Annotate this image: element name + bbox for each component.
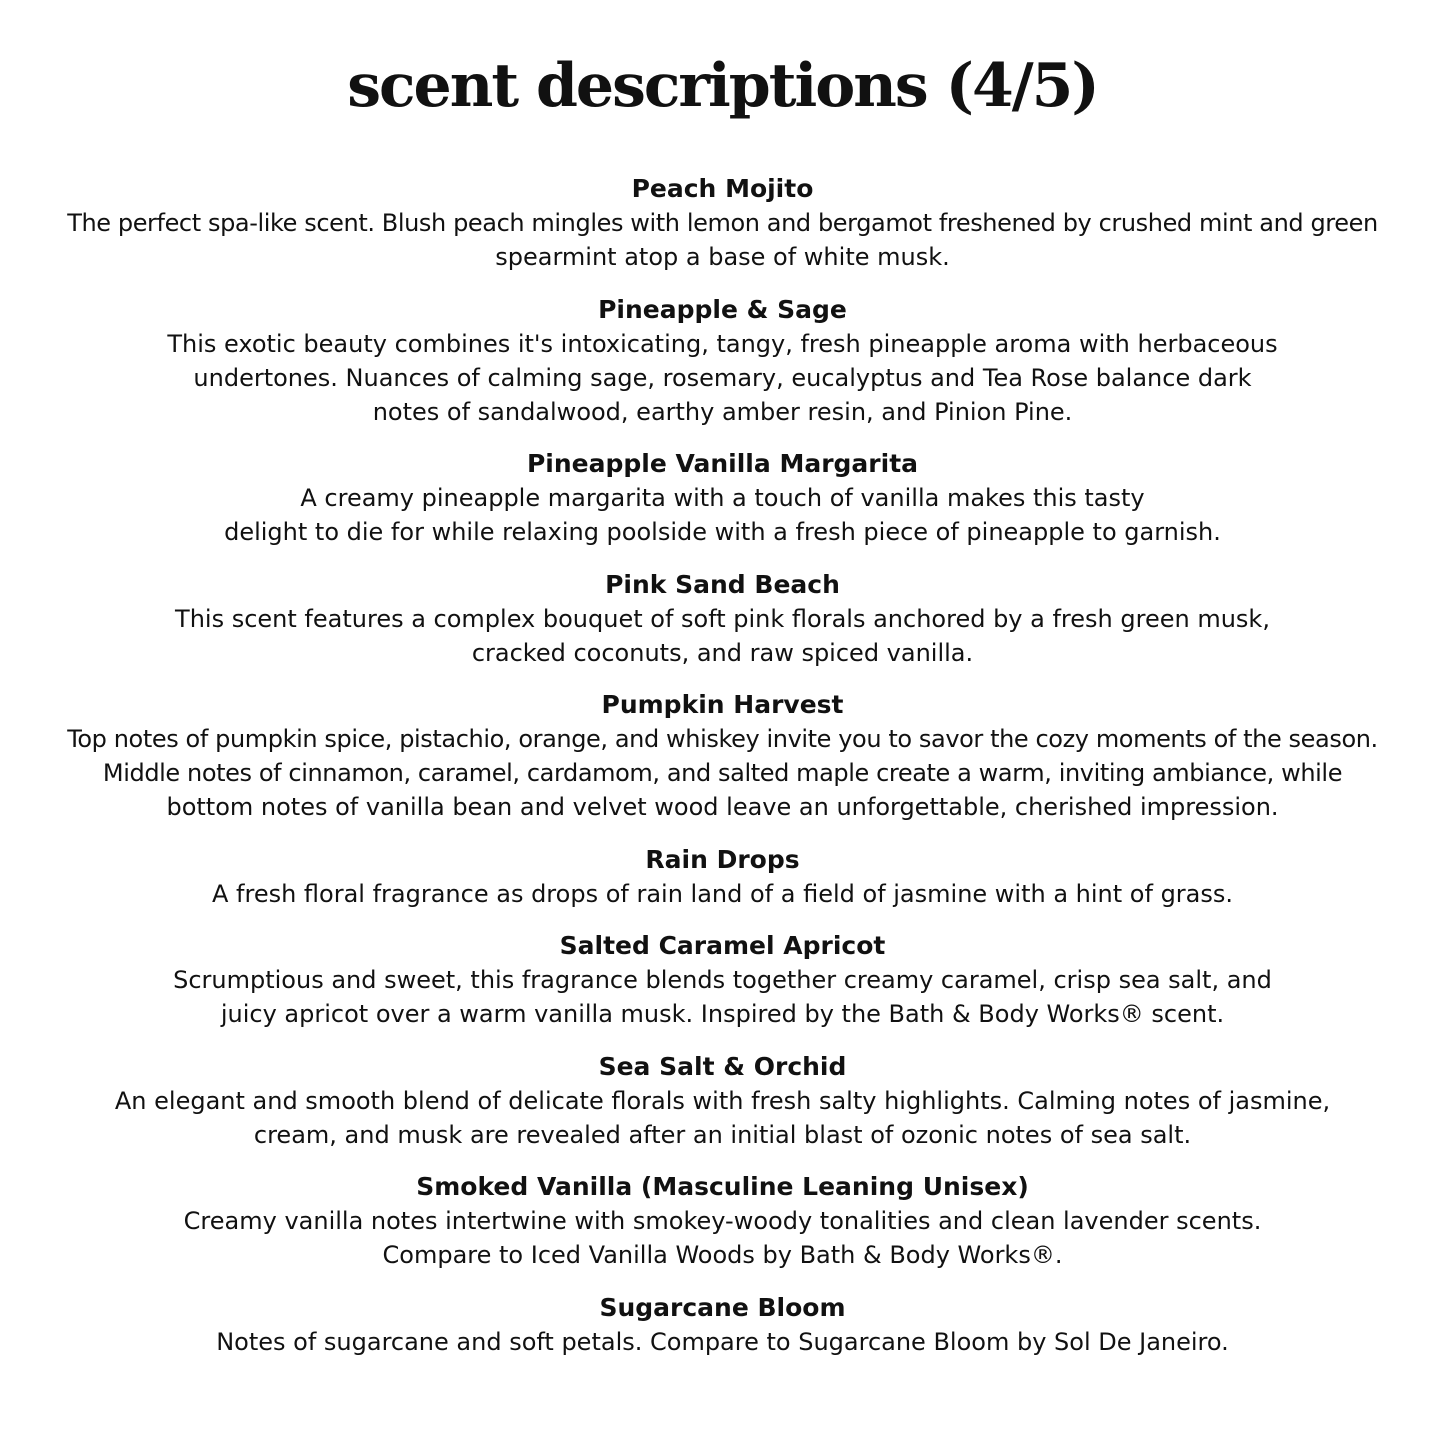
scent-entry-pumpkin-harvest [0, 688, 1445, 824]
scent-description-line: cream, and musk are revealed after an initial blast of ozonic notes of sea salt. [253, 1120, 1192, 1149]
scent-description-line: A fresh floral fragrance as drops of rain land of a field of jasmine with a hint of grass. [211, 879, 1234, 908]
scent-name: Pumpkin Harvest [601, 690, 844, 719]
scent-description-line: Compare to Iced Vanilla Woods by Bath & Body Works®. [382, 1241, 1063, 1269]
scent-description-line: An elegant and smooth blend of delicate florals with fresh salty highlights. Calming notes of jasmine, [114, 1086, 1331, 1115]
scent-name: Pineapple & Sage [598, 294, 847, 324]
scent-description-line: spearmint atop a base of white musk. [495, 243, 950, 271]
scent-description-line: Creamy vanilla notes intertwine with smokey-woody tonalities and clean lavender scents. [183, 1207, 1262, 1235]
scent-name: Pineapple Vanilla Margarita [526, 449, 919, 478]
scent-description-line: This exotic beauty combines it's intoxicating, tangy, fresh pineapple aroma with herbaceous [167, 329, 1278, 358]
scent-name: Sea Salt & Orchid [598, 1051, 847, 1081]
scent-name: Sugarcane Bloom [599, 1292, 846, 1322]
scent-entry-sea-salt-orchid [0, 1050, 1445, 1152]
scent-description-line: cracked coconuts, and raw spiced vanilla. [471, 638, 974, 667]
scent-name: Peach Mojito [631, 174, 814, 203]
scent-entry-rain-drops [0, 843, 1445, 911]
scent-name: Salted Caramel Apricot [559, 931, 886, 960]
scent-entry-sugarcane-bloom [0, 1291, 1445, 1359]
page-title: scent descriptions (4/5) [347, 51, 1098, 121]
scent-entry-smoked-vanilla [0, 1170, 1445, 1272]
scent-entry-salted-caramel-apricot [0, 929, 1445, 1031]
scent-entry-pineapple-sage [0, 293, 1445, 429]
scent-description-line: juicy apricot over a warm vanilla musk. Inspired by the Bath & Body Works® scent. [220, 1000, 1225, 1028]
scent-entry-peach-mojito [0, 172, 1445, 274]
scent-name: Pink Sand Beach [605, 569, 840, 599]
scent-description-line: Scrumptious and sweet, this fragrance blends together creamy caramel, crisp sea salt, and [173, 966, 1272, 994]
scent-description-line: delight to die for while relaxing poolside with a fresh piece of pineapple to garnish. [224, 518, 1221, 546]
scent-entry-pink-sand-beach [0, 568, 1445, 670]
scent-description-line: A creamy pineapple margarita with a touch of vanilla makes this tasty [300, 484, 1145, 512]
scent-description-line: Top notes of pumpkin spice, pistachio, orange, and whiskey invite you to savor the cozy moments of the season. [67, 725, 1378, 753]
scent-list [0, 172, 1445, 1377]
scent-description-line: Notes of sugarcane and soft petals. Compare to Sugarcane Bloom by Sol De Janeiro. [216, 1327, 1229, 1356]
scent-entry-pineapple-vanilla-margarita [0, 447, 1445, 549]
scent-description-line: notes of sandalwood, earthy amber resin, and Pinion Pine. [372, 397, 1073, 426]
scent-description-line: bottom notes of vanilla bean and velvet wood leave an unforgettable, cherished impression. [166, 793, 1279, 821]
scent-name: Rain Drops [645, 844, 800, 874]
scent-description-line: The perfect spa-like scent. Blush peach mingles with lemon and bergamot freshened by crushed mint and green [67, 209, 1378, 237]
scent-description-line: Middle notes of cinnamon, caramel, cardamom, and salted maple create a warm, inviting ambiance, while [102, 759, 1343, 787]
scent-description-line: This scent features a complex bouquet of soft pink florals anchored by a fresh green musk, [175, 604, 1270, 633]
scent-description-line: undertones. Nuances of calming sage, rosemary, eucalyptus and Tea Rose balance dark [193, 363, 1252, 392]
scent-name: Smoked Vanilla (Masculine Leaning Unisex) [416, 1172, 1029, 1201]
